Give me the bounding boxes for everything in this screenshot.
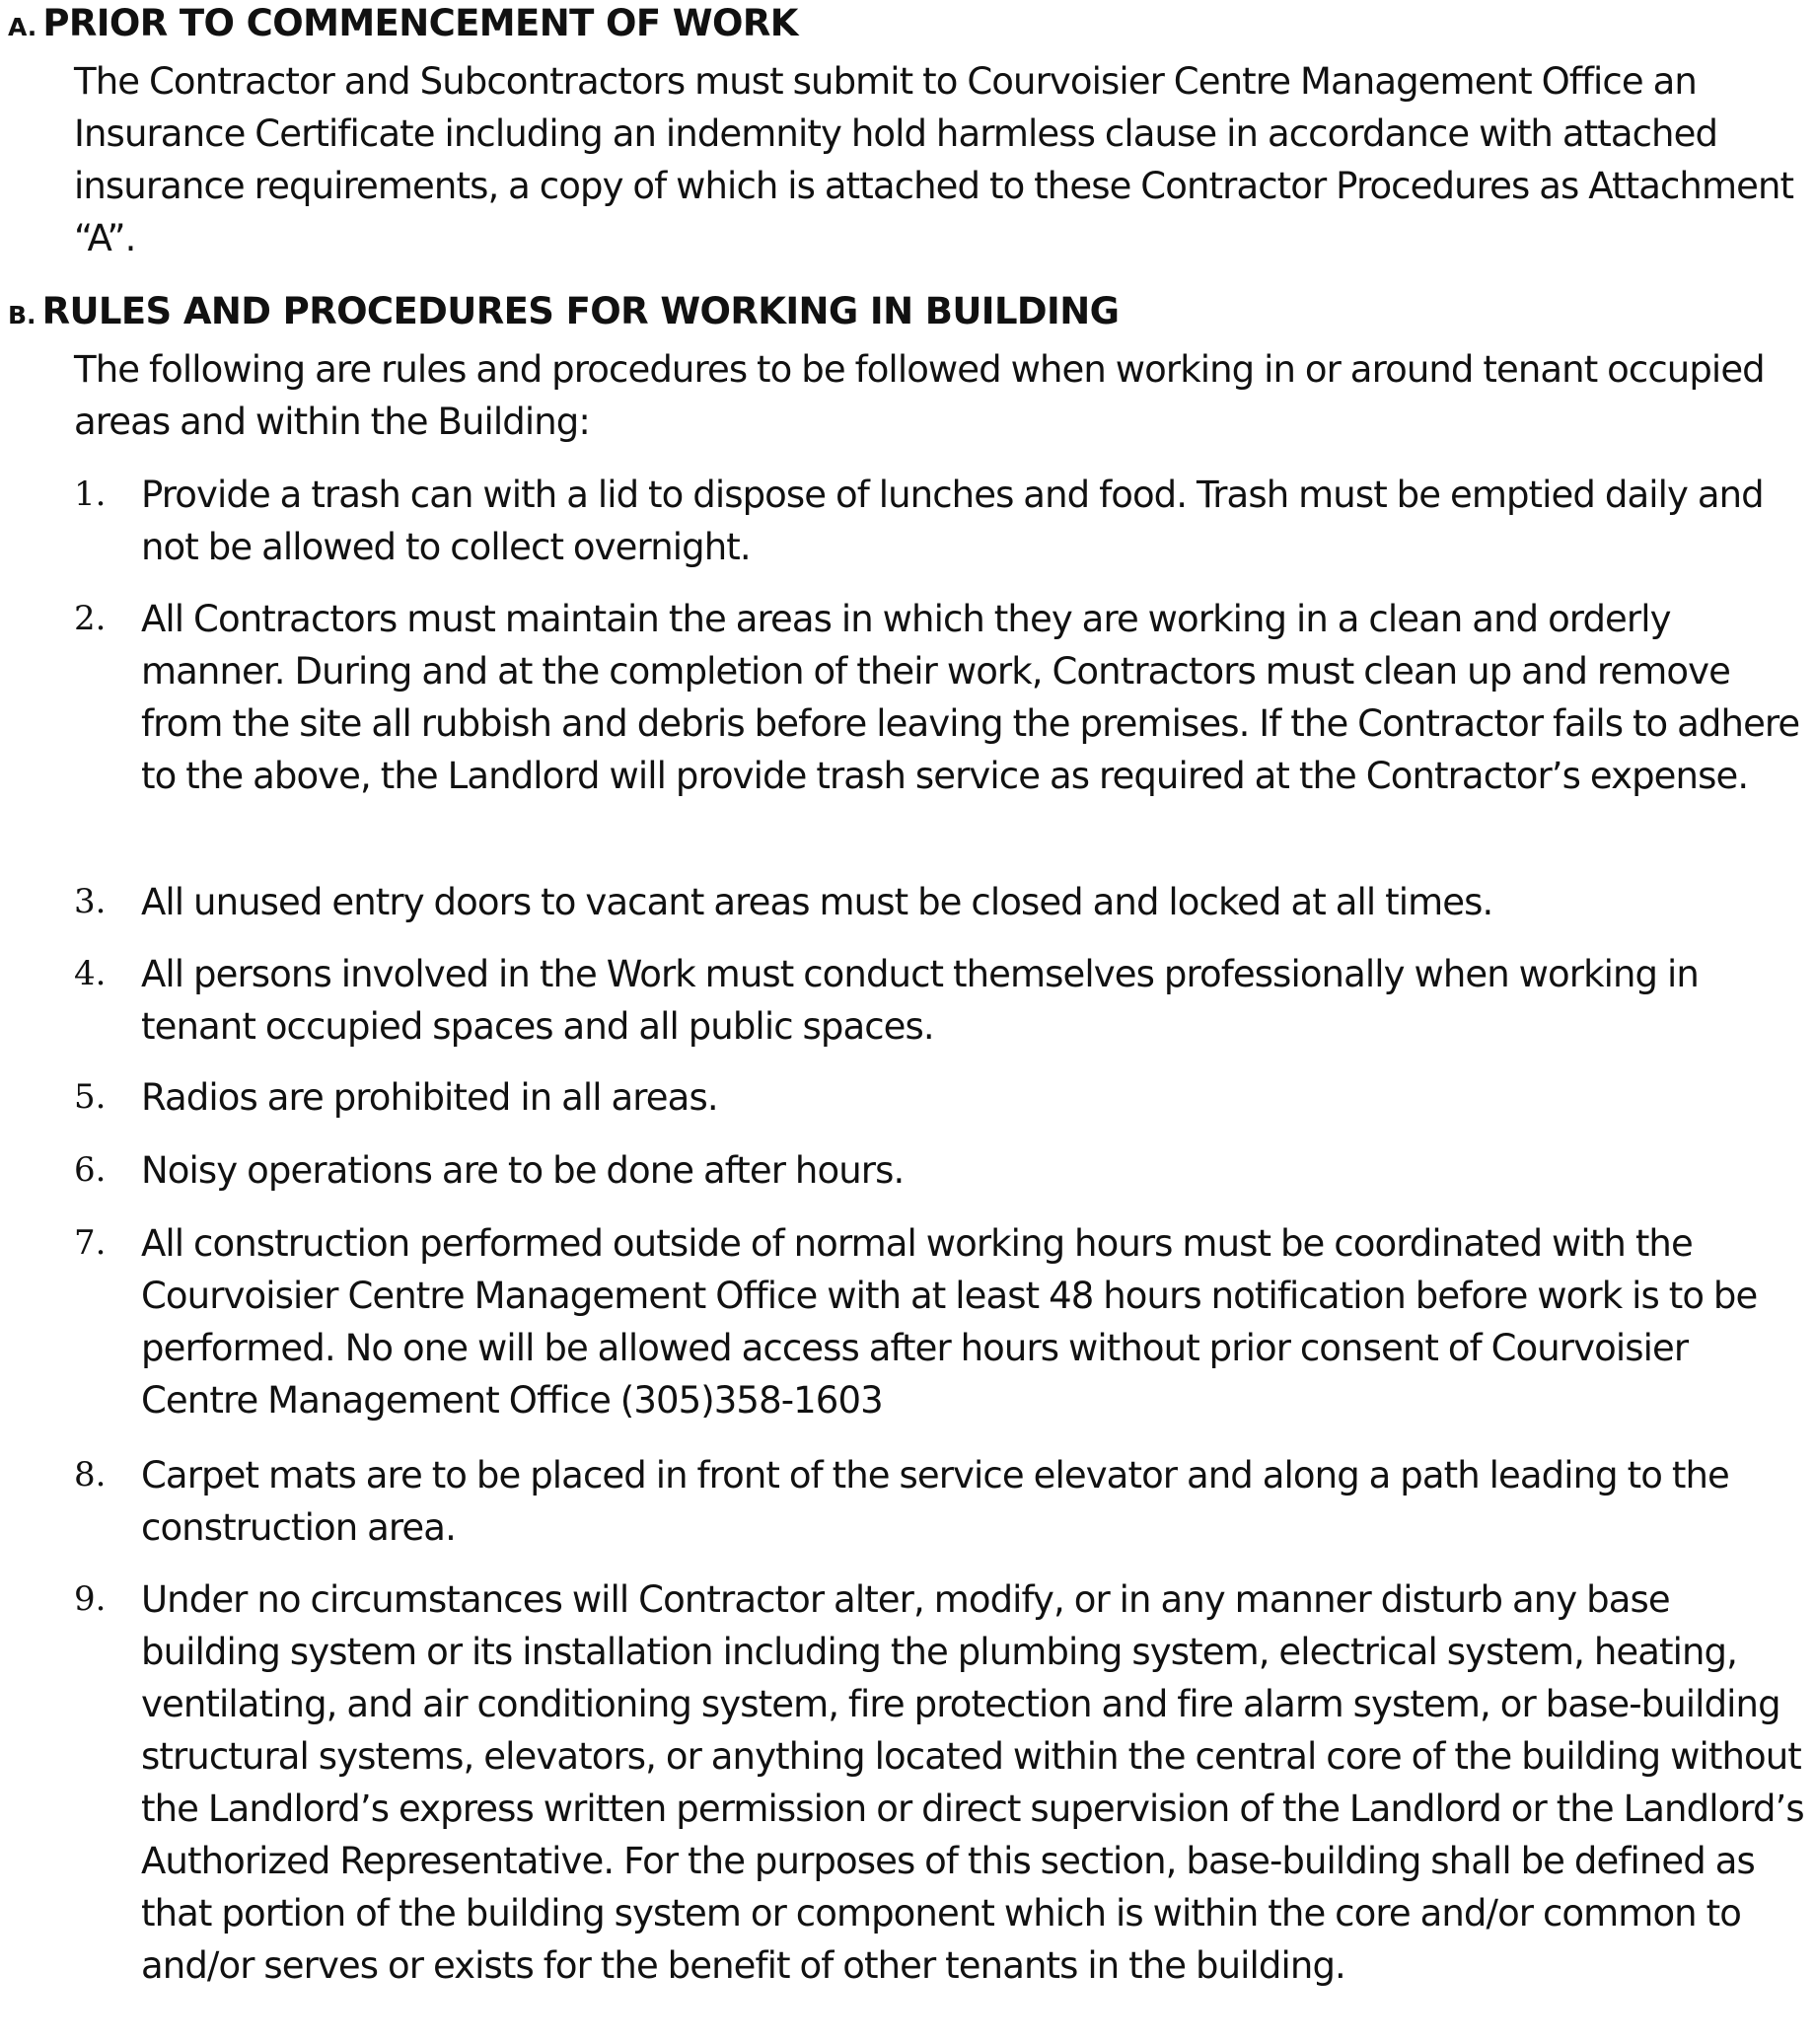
section-b-title: RULES AND PROCEDURES FOR WORKING IN BUILDING <box>41 290 1120 332</box>
section-a-heading <box>8 1 798 50</box>
section-a-title: PRIOR TO COMMENCEMENT OF WORK <box>42 2 798 44</box>
list-item-number: 5. <box>74 1077 107 1117</box>
list-item-text: Under no circumstances will Contractor alter, modify, or in any manner disturb any base building system or its installation including the plumbing system, electrical system, heating, ventilating, and air conditioning system, fire protection and fire alarm system, or base-building structural systems, elevators, or anything located within the central core of the building without the Landlord’s express written permission or direct supervision of the Landlord or the Landlord’s Authorized Representative. For the purposes of this section, base-building shall be defined as that portion of the building system or component which is within the core and/or common to and/or serves or exists for the benefit of other tenants in the building. <box>141 1578 1804 1987</box>
list-item-number: 8. <box>74 1455 107 1495</box>
list-item-text: Radios are prohibited in all areas. <box>141 1076 718 1119</box>
list-item-text: Provide a trash can with a lid to dispose of lunches and food. Trash must be emptied daily and not be allowed to collect overnight. <box>141 474 1764 568</box>
list-item-text: Carpet mats are to be placed in front of the service elevator and along a path leading to the construction area. <box>141 1454 1729 1549</box>
section-b-paragraph: The following are rules and procedures to be followed when working in or around tenant occupied areas and within the Building: <box>74 348 1765 443</box>
list-item-text: All construction performed outside of normal working hours must be coordinated with the Courvoisier Centre Management Office with at least 48 hours notification before work is to be performed. No one will be allowed access after hours without prior consent of Courvoisier Centre Management Office (305)358-1603 <box>141 1222 1758 1422</box>
section-b-letter: B. <box>8 301 36 329</box>
list-item-text: All persons involved in the Work must conduct themselves professionally when working in tenant occupied spaces and all public spaces. <box>141 953 1699 1048</box>
list-item-number: 9. <box>74 1579 107 1619</box>
list-item-text: All Contractors must maintain the areas in which they are working in a clean and orderly manner. During and at the completion of their work, Contractors must clean up and remove from the site all rubbish and debris before leaving the premises. If the Contractor fails to adhere to the above, the Landlord will provide trash service as required at the Contractor’s expense. <box>141 598 1800 797</box>
list-item-number: 4. <box>74 954 107 993</box>
list-item-number: 2. <box>74 599 107 638</box>
list-item-number: 3. <box>74 882 107 921</box>
list-item-number: 6. <box>74 1150 107 1190</box>
section-a-letter: A. <box>8 13 37 41</box>
list-item-number: 7. <box>74 1223 107 1263</box>
list-item-text: All unused entry doors to vacant areas must be closed and locked at all times. <box>141 881 1493 923</box>
section-b-heading <box>8 289 1119 338</box>
list-item-text: Noisy operations are to be done after hours. <box>141 1149 905 1192</box>
section-a-paragraph: The Contractor and Subcontractors must submit to Courvoisier Centre Management Office an Insurance Certificate including an indemnity hold harmless clause in accordance with attached insurance requirements, a copy of which is attached to these Contractor Procedures as Attachment “A”. <box>74 60 1794 259</box>
list-item-number: 1. <box>74 474 107 514</box>
